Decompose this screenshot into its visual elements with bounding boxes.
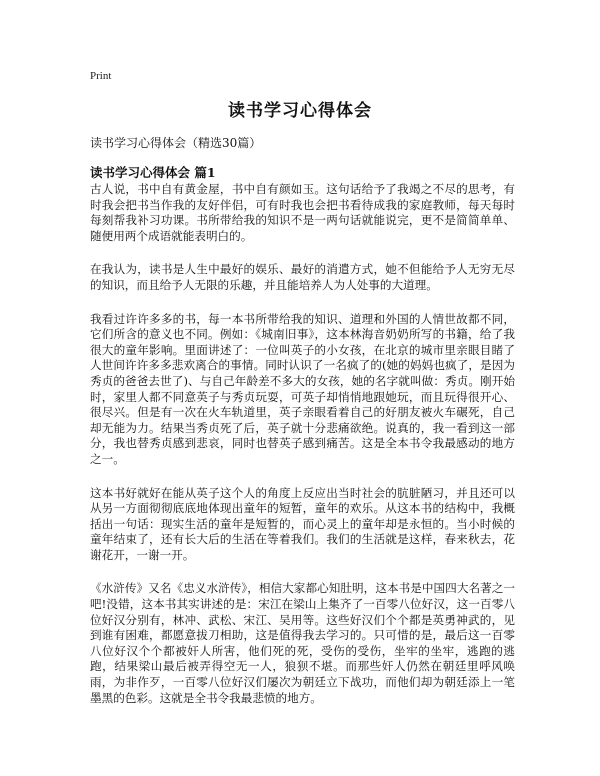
paragraph-5: 《水浒传》又名《忠义水浒传》，相信大家都心知肚明，这本书是中国四大名著之一吧!没错，这本书其实讲述的是：宋江在梁山上集齐了一百零八位好汉，这一百零八位好汉分别有，林冲、武松、宋江、吴用等。这些好汉们个个都是英勇神武的，见到谁有困难，都愿意拔刀相助，这是值得我去学习的。只可惜的是，最后这一百零八位好汉个个都被奸人所害，他们死的死，受伤的受伤，坐牢的坐牢，逃跑的逃跑，结果梁山最后被弄得空无一人，狼狈不堪。而那些奸人仍然在朝廷里呼风唤雨，为非作歹，一百零八位好汉们屡次为朝廷立下战功，而他们却为朝廷添上一笔墨黑的色彩。这就是全书令我最悲愤的地方。 (90, 581, 515, 705)
document-subtitle: 读书学习心得体会（精选30篇） (90, 136, 262, 150)
paragraph-3: 我看过许许多多的书，每一本书所带给我的知识、道理和外国的人情世故都不同，它们所含的意义也不同。例如：《城南旧事》，这本林海音奶奶所写的书籍，给了我很大的童年影响。里面讲述了：一位叫英子的小女孩，在北京的城市里亲眼目睹了人世间许许多多悲欢离合的事情。同时认识了一名疯了的(她的妈妈也疯了，是因为秀贞的爸爸去世了)、与自己年龄差不多大的女孩，她的名字就叫做：秀贞。刚开始时，家里人都不同意英子与秀贞玩耍，可英子却悄悄地跟她玩，而且玩得很开心、很尽兴。但是有一次在火车轨道里，英子亲眼看着自己的好朋友被火车碾死，自己却无能为力。结果当秀贞死了后，英子就十分悲痛欲绝。说真的，我一看到这一部分，我也替秀贞感到悲哀，同时也替英子感到痛苦。这是全本书令我最感动的地方之一。 (90, 311, 515, 466)
paragraph-1: 古人说，书中自有黄金屋，书中自有颜如玉。这句话给予了我竭之不尽的思考，有时我会把书当作我的友好伴侣，可有时我也会把书看待成我的家庭教师，每天每时每刻帮我补习功课。书所带给我的知识不是一两句话就能说完，更不是简简单单、随便用两个成语就能表明白的。 (90, 182, 515, 243)
print-link[interactable]: Print (90, 70, 112, 82)
page-title: 读书学习心得体会 (228, 101, 372, 121)
section-heading: 读书学习心得体会 篇1 (90, 165, 216, 180)
article-body (90, 182, 515, 724)
paragraph-4: 这本书好就好在能从英子这个人的角度上反应出当时社会的肮脏陋习，并且还可以从另一方面彻彻底底地体现出童年的短暂，童年的欢乐。从这本书的结构中，我概括出一句话：现实生活的童年是短暂的，而心灵上的童年却是永恒的。当小时候的童年结束了，还有长大后的生活在等着我们。我们的生活就是这样，春来秋去，花谢花开，一谢一开。 (90, 485, 515, 562)
paragraph-2: 在我认为，读书是人生中最好的娱乐、最好的消遣方式，她不但能给予人无穷无尽的知识，而且给予人无限的乐趣，并且能培养人为人处事的大道理。 (90, 262, 515, 292)
